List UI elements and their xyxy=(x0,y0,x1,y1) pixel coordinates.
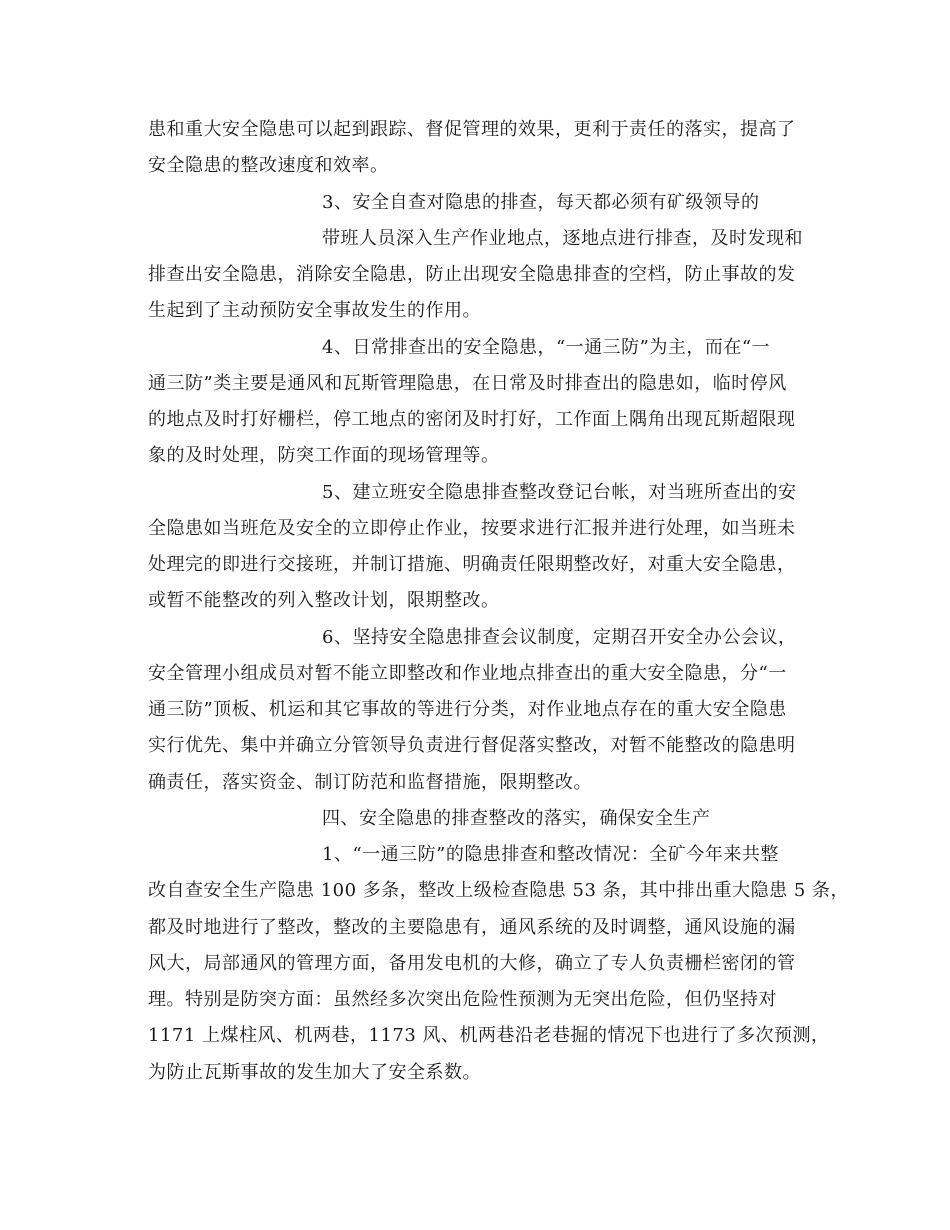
text-line: 或暂不能整改的列入整改计划，限期整改。 xyxy=(148,590,500,611)
section-heading: 四、安全隐患的排查整改的落实，确保安全生产 xyxy=(322,808,711,829)
text-line: 带班人员深入生产作业地点，逐地点进行排查，及时发现和 xyxy=(322,228,803,249)
paragraph-start-line: 3、安全自查对隐患的排查，每天都必须有矿级领导的 xyxy=(322,192,760,213)
text-line: 都及时地进行了整改，整改的主要隐患有，通风系统的及时调整，通风设施的漏 xyxy=(148,917,796,938)
text-line: 风大，局部通风的管理方面，备用发电机的大修，确立了专人负责栅栏密闭的管 xyxy=(148,953,796,974)
text-line: 理。特别是防突方面：虽然经多次突出危险性预测为无突出危险，但仍坚持对 xyxy=(148,989,777,1010)
text-line: 的地点及时打好栅栏，停工地点的密闭及时打好，工作面上隅角出现瓦斯超限现 xyxy=(148,409,796,430)
paragraph-start-line: 1、“一通三防”的隐患排查和整改情况：全矿今年来共整 xyxy=(322,844,779,865)
text-line: 生起到了主动预防安全事故发生的作用。 xyxy=(148,300,481,321)
text-line: 全隐患如当班危及安全的立即停止作业，按要求进行汇报并进行处理，如当班未 xyxy=(148,518,796,539)
text-line: 1171 上煤柱风、机两巷，1173 风、机两巷沿老巷掘的情况下也进行了多次预测， xyxy=(148,1025,830,1046)
text-line: 为防止瓦斯事故的发生加大了安全系数。 xyxy=(148,1062,481,1083)
text-line: 确责任，落实资金、制订防范和监督措施，限期整改。 xyxy=(148,772,592,793)
text-line: 处理完的即进行交接班，并制订措施、明确责任限期整改好，对重大安全隐患， xyxy=(148,554,796,575)
paragraph-start-line: 5、建立班安全隐患排查整改登记台帐，对当班所查出的安 xyxy=(322,482,797,503)
text-line: 象的及时处理，防突工作面的现场管理等。 xyxy=(148,445,500,466)
text-line: 患和重大安全隐患可以起到跟踪、督促管理的效果，更利于责任的落实，提高了 xyxy=(148,119,796,140)
text-line: 改自查安全生产隐患 100 多条，整改上级检查隐患 53 条，其中排出重大隐患 5 条， xyxy=(148,880,850,901)
text-line: 安全管理小组成员对暂不能立即整改和作业地点排查出的重大安全隐患，分“一 xyxy=(148,663,787,684)
text-line: 通三防”顶板、机运和其它事故的等进行分类，对作业地点存在的重大安全隐患 xyxy=(148,699,787,720)
text-line: 安全隐患的整改速度和效率。 xyxy=(148,155,389,176)
text-line: 通三防”类主要是通风和瓦斯管理隐患，在日常及时排查出的隐患如，临时停风 xyxy=(148,373,787,394)
text-line: 排查出安全隐患，消除安全隐患，防止出现安全隐患排查的空档，防止事故的发 xyxy=(148,264,796,285)
text-line: 实行优先、集中并确立分管领导负责进行督促落实整改，对暂不能整改的隐患明 xyxy=(148,735,796,756)
paragraph-start-line: 6、坚持安全隐患排查会议制度，定期召开安全办公会议， xyxy=(322,627,797,648)
paragraph-start-line: 4、日常排查出的安全隐患，“一通三防”为主，而在“一 xyxy=(322,337,771,358)
